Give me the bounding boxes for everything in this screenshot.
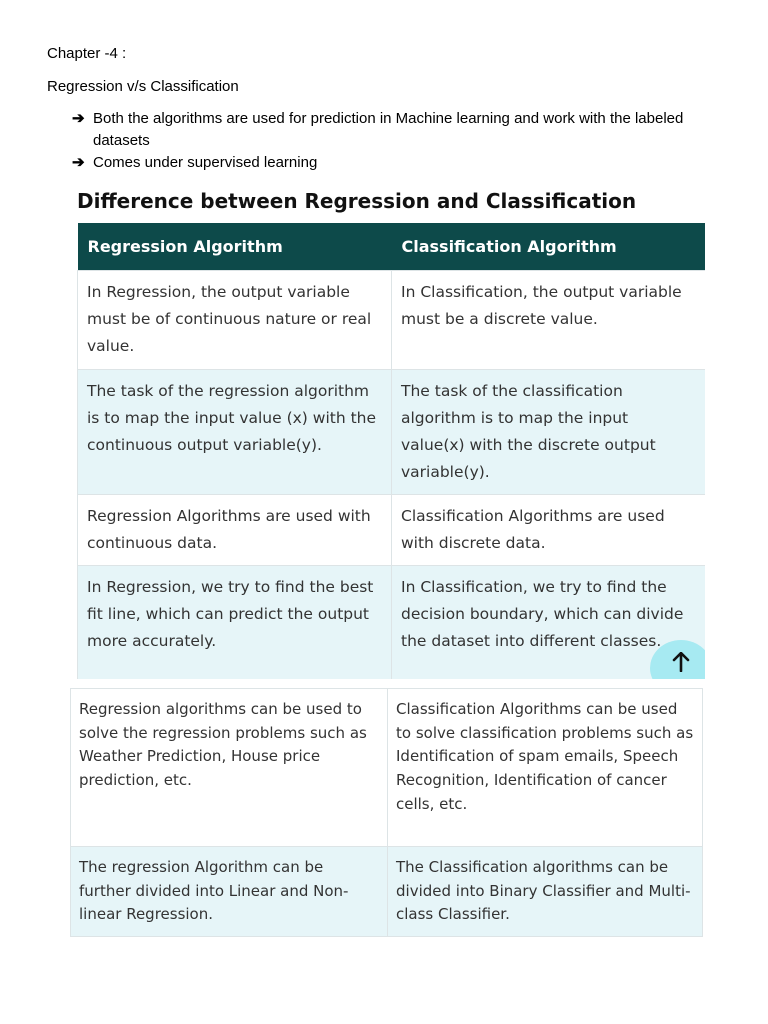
column-header-regression: Regression Algorithm [78, 223, 392, 271]
table-row [78, 271, 706, 370]
table-row [78, 566, 706, 680]
table-row [71, 689, 703, 847]
classification-cell: Classification Algorithms can be used to solve classification problems such as Identification of spam emails, Speech Recognition, Identification of cancer cells, etc. [388, 689, 703, 847]
regression-cell: In Regression, the output variable must be of continuous nature or real value. [78, 271, 392, 370]
table-row [71, 847, 703, 937]
table-row [78, 495, 706, 566]
regression-cell: The regression Algorithm can be further divided into Linear and Non-linear Regression. [71, 847, 388, 937]
right-arrow-icon: ➔ [72, 110, 85, 127]
regression-cell: Regression algorithms can be used to solve the regression problems such as Weather Prediction, House price prediction, etc. [71, 689, 388, 847]
comparison-figure [77, 223, 705, 679]
classification-cell: In Classification, we try to find the decision boundary, which can divide the dataset into different classes. [392, 566, 706, 680]
comparison-table [77, 223, 705, 679]
regression-cell: The task of the regression algorithm is to map the input value (x) with the continuous output variable(y). [78, 370, 392, 495]
classification-cell: The Classification algorithms can be divided into Binary Classifier and Multi-class Classifier. [388, 847, 703, 937]
bullet-text: Comes under supervised learning [93, 154, 318, 171]
classification-cell: The task of the classification algorithm is to map the input value(x) with the discrete output variable(y). [392, 370, 706, 495]
table-row [78, 370, 706, 495]
classification-cell: In Classification, the output variable must be a discrete value. [392, 271, 706, 370]
column-header-classification: Classification Algorithm [392, 223, 706, 271]
regression-cell: In Regression, we try to find the best fit line, which can predict the output more accurately. [78, 566, 392, 680]
right-arrow-icon: ➔ [72, 154, 85, 171]
bullet-list [72, 108, 712, 174]
comparison-table-continued [70, 688, 703, 937]
bullet-text: Both the algorithms are used for prediction in Machine learning and work with the labeled datasets [93, 110, 684, 149]
chapter-heading: Chapter -4 : [47, 45, 127, 62]
regression-cell: Regression Algorithms are used with continuous data. [78, 495, 392, 566]
table-header-row [78, 223, 706, 271]
classification-cell: Classification Algorithms are used with discrete data. [392, 495, 706, 566]
arrow-up-icon [672, 652, 690, 672]
bullet-item [72, 108, 712, 152]
figure-title: Difference between Regression and Classification [77, 189, 637, 213]
section-subtitle: Regression v/s Classification [47, 78, 239, 95]
bullet-item [72, 152, 712, 174]
